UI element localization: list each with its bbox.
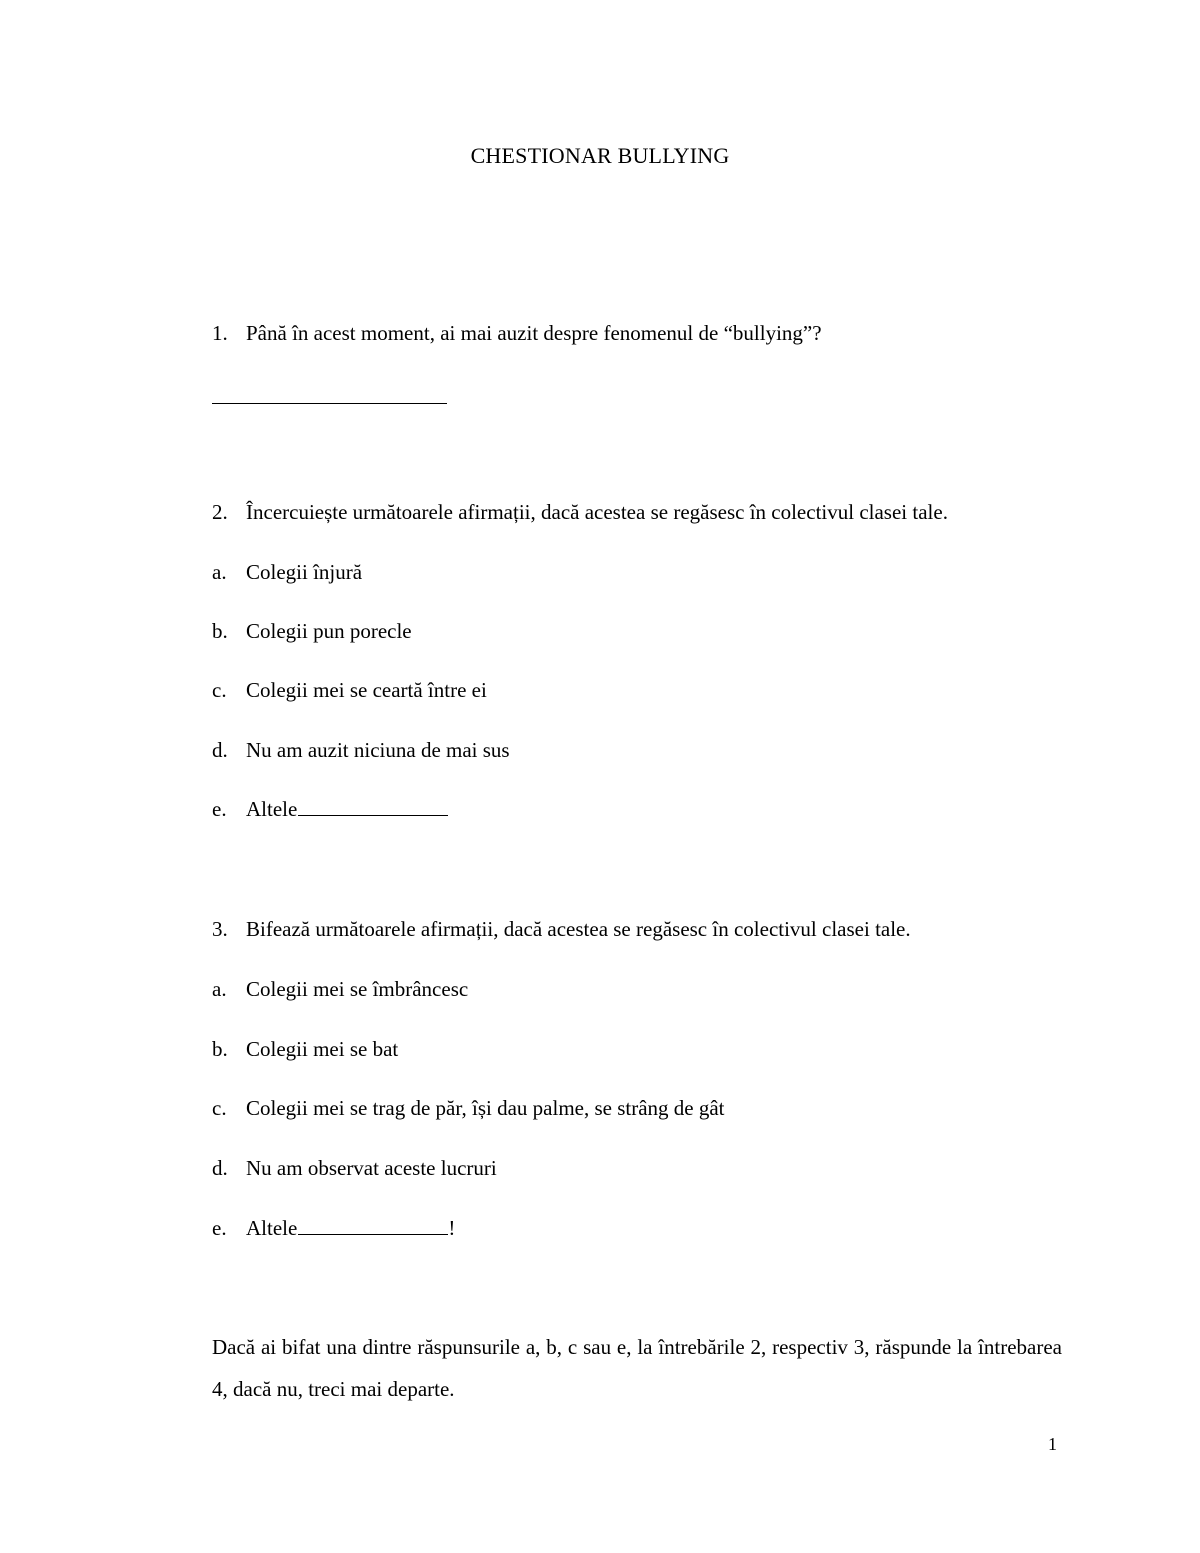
option-letter: d. [212,1156,228,1180]
option-letter: c. [212,1096,227,1120]
option-letter: b. [212,619,228,643]
question-number: 3. [212,917,228,941]
option-letter: a. [212,977,227,1001]
option-letter: e. [212,1216,227,1240]
answer-blank-line[interactable] [212,403,447,404]
option-text-with-blank [246,794,448,824]
option-text-with-blank [246,1213,455,1243]
option-text: Colegii mei se bat [246,1037,399,1061]
fill-in-blank[interactable] [298,1214,448,1235]
option-text: Colegii mei se ceartă între ei [246,678,487,702]
document-title: CHESTIONAR BULLYING [470,143,730,168]
option-letter: c. [212,678,227,702]
option-letter: a. [212,560,227,584]
question-text: Bifează următoarele afirmații, dacă acestea se regăsesc în colectivul clasei tale. [246,917,911,941]
option-letter: e. [212,797,227,821]
option-text: Nu am observat aceste lucruri [246,1156,497,1180]
option-text: Altele [246,1216,298,1240]
question-number: 2. [212,500,228,524]
question-text: Încercuiește următoarele afirmații, dacă acestea se regăsesc în colectivul clasei tale. [246,500,948,524]
option-text: Colegii mei se îmbrâncesc [246,977,469,1001]
question-number: 1. [212,321,228,345]
fill-in-blank[interactable] [298,795,448,816]
question-text: Până în acest moment, ai mai auzit despre fenomenul de “bullying”? [246,321,822,345]
option-text: Colegii înjură [246,560,363,584]
option-letter: b. [212,1037,228,1061]
option-suffix: ! [448,1216,456,1240]
page-number: 1 [1048,1434,1057,1454]
option-text: Altele [246,797,298,821]
option-letter: d. [212,738,228,762]
option-text: Colegii mei se trag de păr, își dau palme, se strâng de gât [246,1096,725,1120]
option-text: Nu am auzit niciuna de mai sus [246,738,510,762]
instruction-note: Dacă ai bifat una dintre răspunsurile a, b, c sau e, la întrebările 2, respectiv 3, răspunde la întrebarea 4, dacă nu, treci mai departe. [212,1335,1062,1401]
option-text: Colegii pun porecle [246,619,412,643]
